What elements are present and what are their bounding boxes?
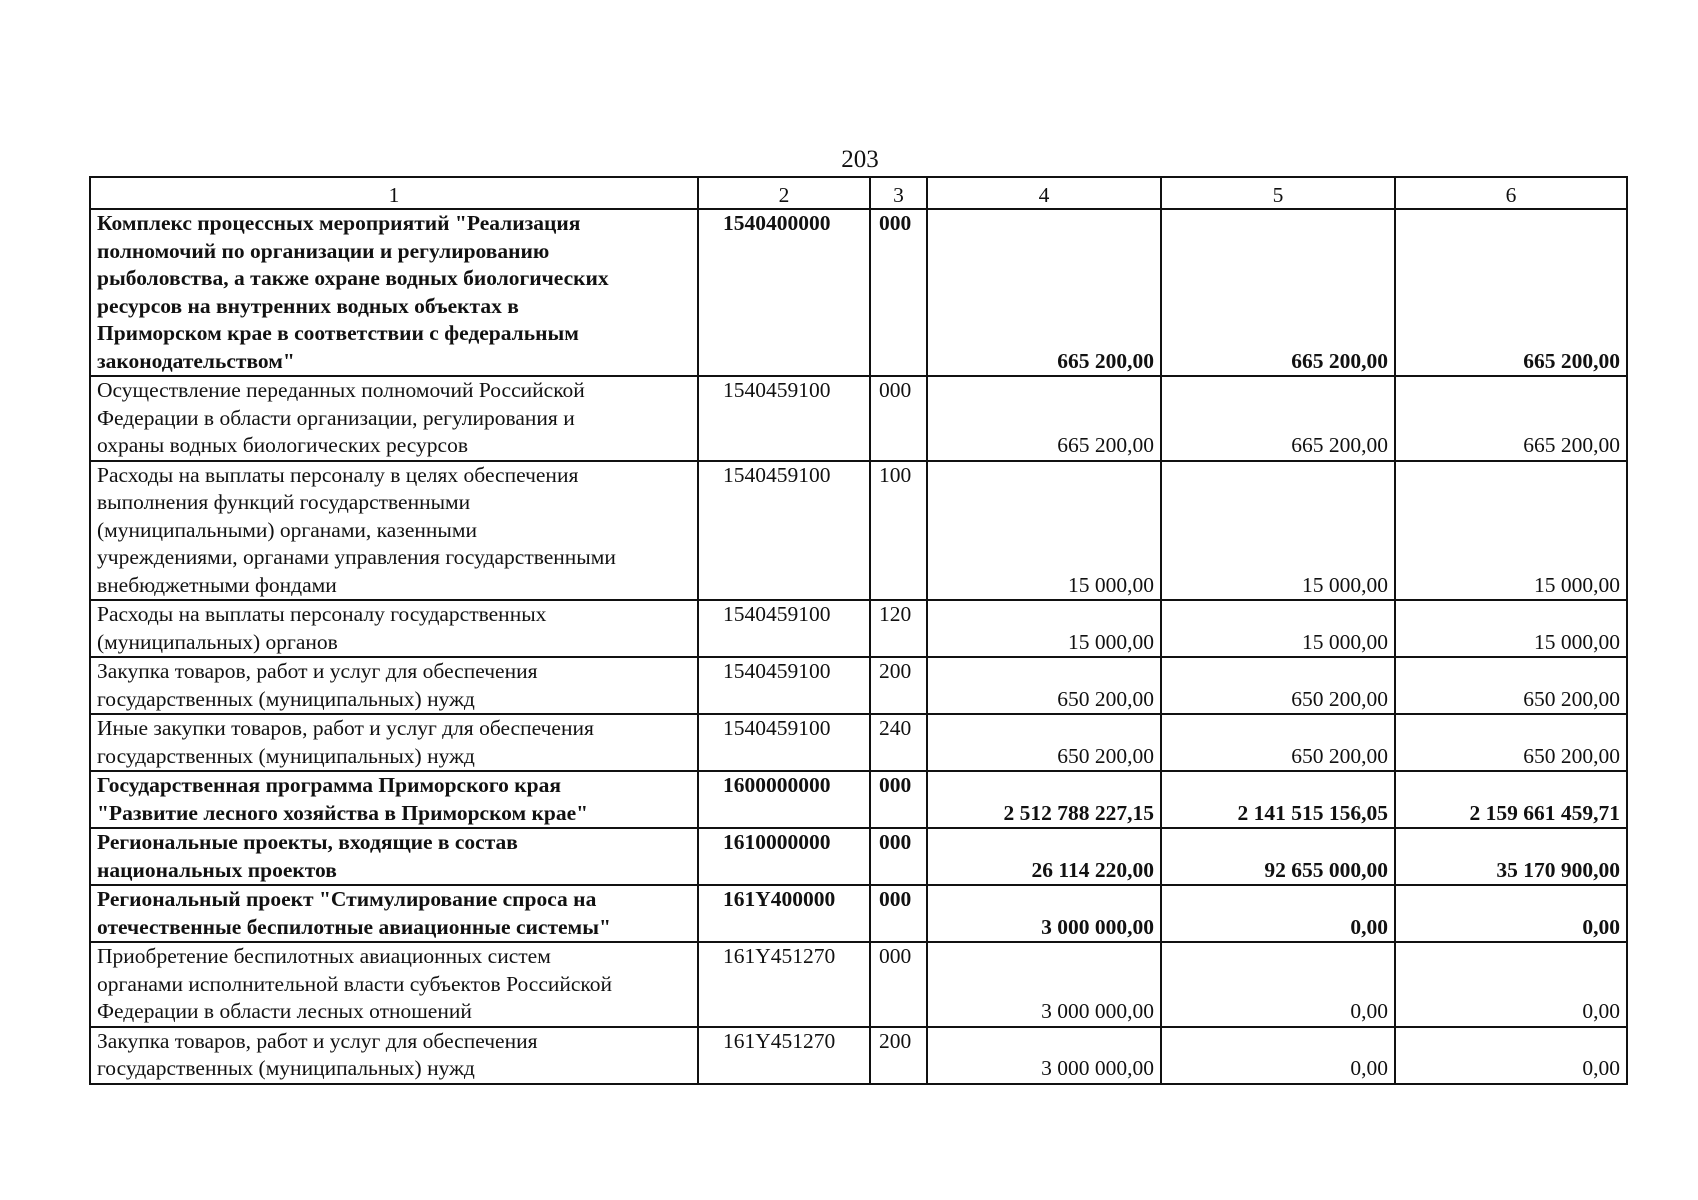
amount-col-5: 0,00 bbox=[1161, 942, 1395, 1027]
amount-col-6: 2 159 661 459,71 bbox=[1395, 771, 1627, 828]
table-row bbox=[90, 600, 1627, 657]
amount-col-6: 0,00 bbox=[1395, 1027, 1627, 1084]
table-body bbox=[90, 209, 1627, 1084]
expense-type-code: 200 bbox=[870, 1027, 927, 1084]
description-line: отечественные беспилотные авиационные системы" bbox=[97, 914, 611, 939]
row-description bbox=[90, 942, 698, 1027]
header-cell-4: 4 bbox=[927, 177, 1161, 209]
amount-col-5: 92 655 000,00 bbox=[1161, 828, 1395, 885]
description-line: государственных (муниципальных) нужд bbox=[97, 743, 475, 768]
amount-col-4: 650 200,00 bbox=[927, 714, 1161, 771]
description-line: Приморском крае в соответствии с федеральным bbox=[97, 321, 579, 345]
description-line: Расходы на выплаты персоналу государственных bbox=[97, 602, 547, 626]
amount-col-6: 665 200,00 bbox=[1395, 376, 1627, 461]
description-line: органами исполнительной власти субъектов Российской bbox=[97, 971, 613, 996]
target-article-code: 1540400000 bbox=[698, 209, 870, 376]
expense-type-code: 240 bbox=[870, 714, 927, 771]
amount-col-4: 15 000,00 bbox=[927, 600, 1161, 657]
description-line: национальных проектов bbox=[97, 857, 337, 882]
row-description bbox=[90, 714, 698, 771]
amount-col-4: 3 000 000,00 bbox=[927, 885, 1161, 942]
amount-col-5: 650 200,00 bbox=[1161, 714, 1395, 771]
table-row bbox=[90, 942, 1627, 1027]
amount-col-4: 650 200,00 bbox=[927, 657, 1161, 714]
expense-type-code: 000 bbox=[870, 828, 927, 885]
amount-col-4: 26 114 220,00 bbox=[927, 828, 1161, 885]
row-description bbox=[90, 600, 698, 657]
description-line: полномочий по организации и регулированию bbox=[97, 238, 550, 263]
description-line: внебюджетными фондами bbox=[97, 572, 337, 597]
expense-type-code: 200 bbox=[870, 657, 927, 714]
description-line: Иные закупки товаров, работ и услуг для обеспечения bbox=[97, 716, 594, 740]
amount-col-5: 0,00 bbox=[1161, 885, 1395, 942]
description-line: выполнения функций государственными bbox=[97, 490, 471, 514]
target-article-code: 161Y400000 bbox=[698, 885, 870, 942]
description-line: (муниципальными) органами, казенными bbox=[97, 517, 477, 542]
amount-col-6: 35 170 900,00 bbox=[1395, 828, 1627, 885]
header-cell-1: 1 bbox=[90, 177, 698, 209]
amount-col-5: 0,00 bbox=[1161, 1027, 1395, 1084]
description-line: государственных (муниципальных) нужд bbox=[97, 1056, 475, 1080]
description-line: Закупка товаров, работ и услуг для обеспечения bbox=[97, 659, 538, 683]
description-line: Приобретение беспилотных авиационных систем bbox=[97, 944, 551, 968]
row-description bbox=[90, 657, 698, 714]
row-description bbox=[90, 376, 698, 461]
description-line: Осуществление переданных полномочий Российской bbox=[97, 378, 585, 402]
row-description bbox=[90, 1027, 698, 1084]
description-line: Закупка товаров, работ и услуг для обеспечения bbox=[97, 1028, 538, 1053]
budget-table bbox=[89, 176, 1628, 1085]
table-row bbox=[90, 714, 1627, 771]
amount-col-5: 665 200,00 bbox=[1161, 209, 1395, 376]
amount-col-5: 650 200,00 bbox=[1161, 657, 1395, 714]
table-row bbox=[90, 828, 1627, 885]
amount-col-4: 665 200,00 bbox=[927, 376, 1161, 461]
expense-type-code: 000 bbox=[870, 885, 927, 942]
target-article-code: 1540459100 bbox=[698, 657, 870, 714]
target-article-code: 1540459100 bbox=[698, 461, 870, 601]
row-description bbox=[90, 771, 698, 828]
page-number: 203 bbox=[841, 146, 879, 173]
table-row bbox=[90, 1027, 1627, 1084]
amount-col-6: 0,00 bbox=[1395, 885, 1627, 942]
header-cell-2: 2 bbox=[698, 177, 870, 209]
target-article-code: 1540459100 bbox=[698, 714, 870, 771]
description-line: Региональный проект "Стимулирование спроса на bbox=[97, 887, 597, 911]
target-article-code: 1540459100 bbox=[698, 600, 870, 657]
amount-col-5: 15 000,00 bbox=[1161, 600, 1395, 657]
amount-col-6: 15 000,00 bbox=[1395, 600, 1627, 657]
table-row bbox=[90, 771, 1627, 828]
row-description bbox=[90, 209, 698, 376]
expense-type-code: 000 bbox=[870, 209, 927, 376]
description-line: Государственная программа Приморского края bbox=[97, 773, 562, 797]
table-row bbox=[90, 209, 1627, 376]
target-article-code: 1600000000 bbox=[698, 771, 870, 828]
row-description bbox=[90, 828, 698, 885]
amount-col-6: 15 000,00 bbox=[1395, 461, 1627, 601]
description-line: Расходы на выплаты персоналу в целях обеспечения bbox=[97, 462, 579, 487]
amount-col-6: 0,00 bbox=[1395, 942, 1627, 1027]
amount-col-5: 2 141 515 156,05 bbox=[1161, 771, 1395, 828]
expense-type-code: 100 bbox=[870, 461, 927, 601]
description-line: учреждениями, органами управления государственными bbox=[97, 545, 616, 569]
description-line: рыболовства, а также охране водных биологических bbox=[97, 266, 609, 290]
description-line: охраны водных биологических ресурсов bbox=[97, 433, 468, 457]
target-article-code: 1540459100 bbox=[698, 376, 870, 461]
amount-col-5: 15 000,00 bbox=[1161, 461, 1395, 601]
description-line: законодательством" bbox=[97, 348, 295, 373]
target-article-code: 161Y451270 bbox=[698, 1027, 870, 1084]
amount-col-4: 15 000,00 bbox=[927, 461, 1161, 601]
table-row bbox=[90, 657, 1627, 714]
expense-type-code: 000 bbox=[870, 942, 927, 1027]
expense-type-code: 000 bbox=[870, 771, 927, 828]
description-line: государственных (муниципальных) нужд bbox=[97, 686, 475, 711]
amount-col-4: 665 200,00 bbox=[927, 209, 1161, 376]
description-line: (муниципальных) органов bbox=[97, 629, 338, 654]
description-line: Федерации в области организации, регулирования и bbox=[97, 405, 575, 430]
header-cell-5: 5 bbox=[1161, 177, 1395, 209]
amount-col-6: 650 200,00 bbox=[1395, 657, 1627, 714]
description-line: Комплекс процессных мероприятий "Реализация bbox=[97, 211, 581, 235]
header-cell-3: 3 bbox=[870, 177, 927, 209]
table-row bbox=[90, 461, 1627, 601]
amount-col-5: 665 200,00 bbox=[1161, 376, 1395, 461]
header-row bbox=[90, 177, 1627, 209]
expense-type-code: 120 bbox=[870, 600, 927, 657]
description-line: "Развитие лесного хозяйства в Приморском крае" bbox=[97, 800, 589, 825]
table-row bbox=[90, 885, 1627, 942]
amount-col-4: 2 512 788 227,15 bbox=[927, 771, 1161, 828]
description-line: Федерации в области лесных отношений bbox=[97, 999, 472, 1023]
amount-col-4: 3 000 000,00 bbox=[927, 942, 1161, 1027]
target-article-code: 161Y451270 bbox=[698, 942, 870, 1027]
amount-col-6: 650 200,00 bbox=[1395, 714, 1627, 771]
row-description bbox=[90, 461, 698, 601]
expense-type-code: 000 bbox=[870, 376, 927, 461]
table-row bbox=[90, 376, 1627, 461]
header-cell-6: 6 bbox=[1395, 177, 1627, 209]
row-description bbox=[90, 885, 698, 942]
description-line: ресурсов на внутренних водных объектах в bbox=[97, 293, 519, 318]
target-article-code: 1610000000 bbox=[698, 828, 870, 885]
description-line: Региональные проекты, входящие в состав bbox=[97, 830, 518, 854]
amount-col-4: 3 000 000,00 bbox=[927, 1027, 1161, 1084]
amount-col-6: 665 200,00 bbox=[1395, 209, 1627, 376]
